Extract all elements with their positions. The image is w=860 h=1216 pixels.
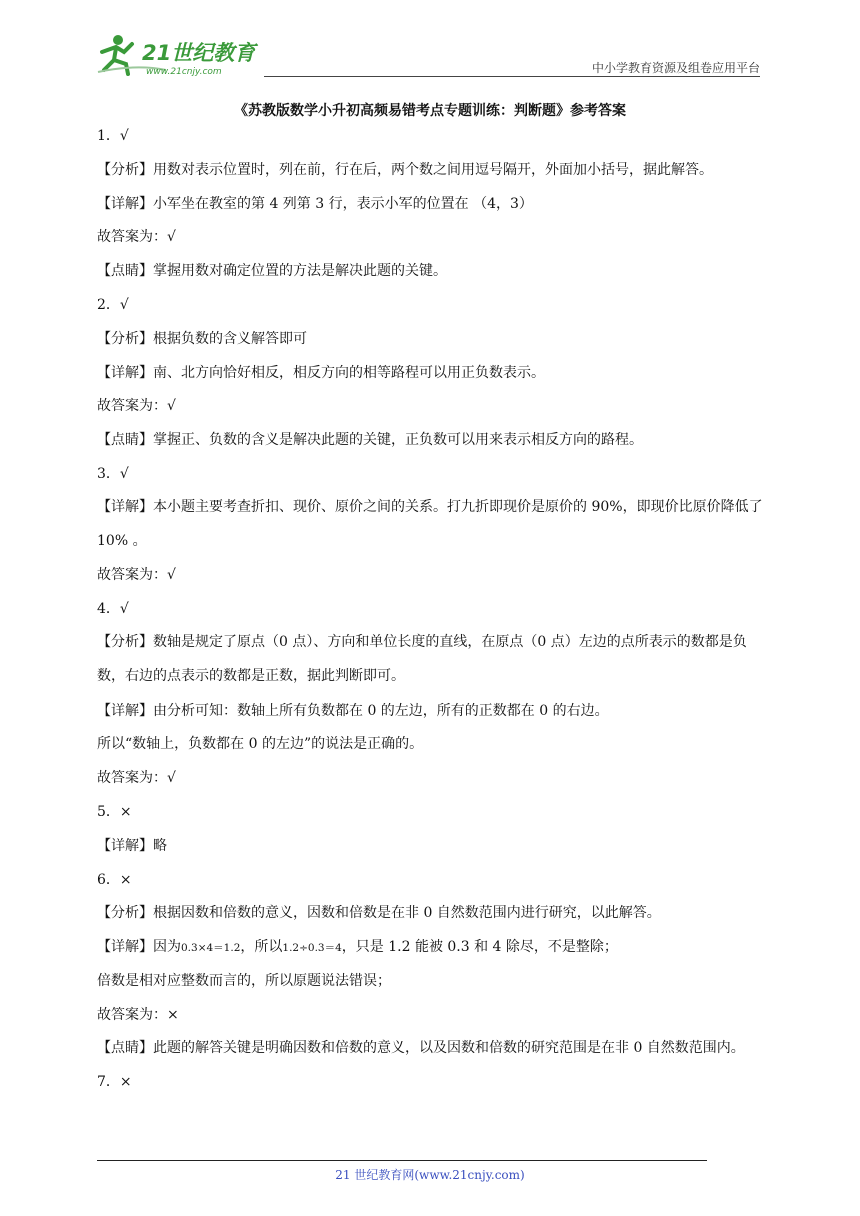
- text-line: 4．√: [97, 601, 129, 618]
- text-line: 5．×: [97, 803, 132, 820]
- text-line: 所以“数轴上，负数都在 0 的左边”的说法是正确的。: [97, 736, 424, 753]
- answer-content: [97, 126, 765, 1106]
- text-segment: ，只是 1.2 能被 0.3 和 4 除尽，不是整除；: [341, 939, 618, 956]
- text-paragraph: 【点睛】此题的解答关键是明确因数和倍数的意义，以及因数和倍数的研究范围是在非 0 自然数范围内。: [97, 1039, 745, 1056]
- text-segment: 【详解】因为: [97, 939, 181, 956]
- text-line: 【分析】根据负数的含义解答即可: [97, 330, 307, 347]
- text-line: 6．×: [97, 871, 132, 888]
- math-formula: 1.2÷0.3＝4: [282, 942, 342, 955]
- text-segment: ，所以: [240, 939, 283, 956]
- logo-url: www.21cnjy.com: [146, 67, 222, 77]
- text-line: 【详解】由分析可知：数轴上所有负数都在 0 的左边，所有的正数都在 0 的右边。: [97, 702, 609, 719]
- text-line: 【详解】南、北方向恰好相反，相反方向的相等路程可以用正负数表示。: [97, 364, 545, 381]
- text-line: 7．×: [97, 1074, 132, 1091]
- logo-text: 21世纪教育: [142, 41, 256, 65]
- text-line: 【详解】小军坐在教室的第 4 列第 3 行，表示小军的位置在 （4，3）: [97, 195, 533, 212]
- text-line: 2．√: [97, 296, 129, 313]
- text-line: 倍数是相对应整数而言的，所以原题说法错误；: [97, 972, 391, 989]
- text-line: 故答案为：√: [97, 398, 176, 415]
- logo-21cnjy: [96, 30, 266, 78]
- text-line: 3．√: [97, 465, 129, 482]
- text-line: 故答案为：√: [97, 229, 176, 246]
- text-line: 【分析】根据因数和倍数的意义，因数和倍数是在非 0 自然数范围内进行研究，以此解答。: [97, 905, 661, 922]
- text-line: 1．√: [97, 128, 129, 144]
- footer-divider: [97, 1160, 707, 1161]
- text-line: 故答案为：√: [97, 567, 176, 584]
- math-formula: 0.3×4＝1.2: [181, 942, 241, 955]
- text-line: 【分析】用数对表示位置时，列在前，行在后，两个数之间用逗号隔开，外面加小括号，据此解答。: [97, 161, 713, 178]
- text-line: 【点睛】掌握正、负数的含义是解决此题的关键，正负数可以用来表示相反方向的路程。: [97, 432, 643, 449]
- header-divider: [264, 76, 760, 77]
- text-paragraph: 【分析】数轴是规定了原点（0 点）、方向和单位长度的直线，在原点（0 点）左边的点所表示的数都是负数，右边的点表示的数都是正数，据此判断即可。: [97, 633, 747, 684]
- text-line: 故答案为：×: [97, 1006, 179, 1023]
- text-paragraph: 【详解】本小题主要考查折扣、现价、原价之间的关系。打九折即现价是原价的 90%，即现价比原价降低了 10% 。: [97, 498, 763, 549]
- page-header: [96, 30, 760, 78]
- document-title: 《苏教版数学小升初高频易错考点专题训练：判断题》参考答案: [234, 103, 626, 119]
- text-line: 【详解】略: [97, 837, 167, 854]
- text-line: 【点睛】掌握用数对确定位置的方法是解决此题的关键。: [97, 263, 447, 280]
- page-footer: 21 世纪教育网(www.21cnjy.com): [335, 1168, 525, 1182]
- text-line: 故答案为：√: [97, 770, 176, 787]
- text-line-with-formula: [97, 937, 765, 971]
- platform-label: 中小学教育资源及组卷应用平台: [591, 61, 760, 75]
